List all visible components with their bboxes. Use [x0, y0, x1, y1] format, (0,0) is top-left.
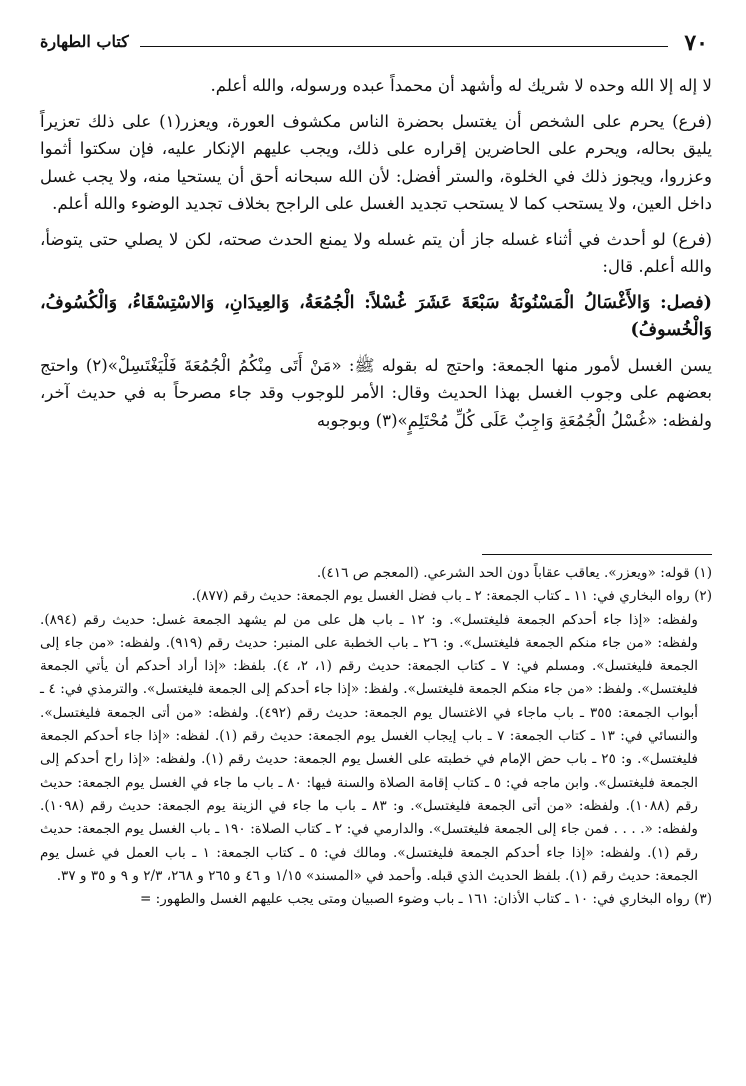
paragraph-far-nudity: (فرع) يحرم على الشخص أن يغتسل بحضرة الناس مكشوف العورة، ويعزر(١) على ذلك تعزيراً يليق بحاله، ويحرم على الحاضرين إقراره على ذلك، ويجب عليهم الإنكار عليه، فإن سكتوا أثموا وعزروا، ويجوز ذلك في الخلوة، والستر أفضل: لأن الله سبحانه أحق أن يستحيا منه، ولا يجب غسل داخل العين، ولا يستحب كما لا يستحب تجديد الغسل على الراجح بخلاف تجديد الوضوء والله أعلم. — [40, 111, 713, 213]
section-heading-fasl: (فصل: وَالأَغْسَالُ الْمَسْنُونَةُ سَبْعَةَ عَشَرَ غُسْلاً: الْجُمُعَةُ، وَالعِيدَانِ، وَالاسْتِسْقَاءُ، وَالْكُسُوفُ، وَالْخُسوفُ) — [40, 291, 712, 340]
page-number: ٧٠ — [684, 30, 708, 56]
footnote-2-body: ولفظه: «إذا جاء أحدكم الجمعة فليغتسل». و: ١٢ ـ باب هل على من لم يشهد الجمعة غسل: حديث رقم (٨٩٤). ولفظه: «من جاء منكم الجمعة فليغتسل». و: ٢٦ ـ باب الخطبة على المنبر: حديث رقم (٩١٩). ولفظه: «من جاء إلى الجمعة فليغتسل». ومسلم في: ٧ ـ كتاب الجمعة: حديث رقم (١، ٢، ٤). بلفظ: «إذا أراد أحدكم أن يأتي الجمعة فليغتسل». ولفظ: «من جاء منكم الجمعة فليغتسل». ولفظ: «إذا جاء أحدكم إلى الجمعة فليغتسل». والترمذي في: ٤ ـ أبواب الجمعة: ٣٥٥ ـ باب ماجاء في الاغتسال يوم الجمعة: حديث رقم (٤٩٢). ولفظه: «من أتى الجمعة فليغتسل». والنسائي في: ١٣ ـ كتاب الجمعة: ٧ ـ باب إيجاب الغسل يوم الجمعة: حديث رقم (١). لفظه: «إذا جاء أحدكم الجمعة فليغتسل». و: ٢٥ ـ باب حض الإمام في خطبته على الغسل يوم الجمعة: حديث رقم (١). ولفظه: «إذا راح أحدكم إلى الجمعة فليغتسل». وابن ماجه في: ٥ ـ كتاب إقامة الصلاة والسنة فيها: ٨٠ ـ باب ما جاء في الغسل يوم الجمعة: حديث رقم (١٠٨٨). ولفظه: «من أتى الجمعة فليغتسل». و: ٨٣ ـ باب ما جاء في الزينة يوم الجمعة: حديث رقم (١٠٩٨). ولفظه: «. . . . فمن جاء إلى الجمعة فليغتسل». والدارمي في: ٢ ـ كتاب الصلاة: ١٩٠ ـ باب الغسل يوم الجمعة: حديث رقم (١). ولفظه: «إذا جاء أحدكم الجمعة فليغتسل». ومالك في: ٥ ـ كتاب الجمعة: ١ ـ باب العمل في غسل يوم الجمعة: حديث رقم (١). بلفظ الحديث الذي قبله. وأحمد في «المسند» ١/١٥ و ٤٦ و ٢٦٥ و ٢٦٨، ٢/٣ و ٩ و ٣٥ و ٣٧. — [40, 611, 699, 884]
footnote-3: (٣) رواه البخاري في: ١٠ ـ كتاب الأذان: ١٦١ ـ باب وضوء الصبيان ومتى يجب عليهم الغسل والطهور: = — [139, 891, 712, 908]
footnote-2-head: (٢) رواه البخاري في: ١١ ـ كتاب الجمعة: ٢ ـ باب فضل الغسل يوم الجمعة: حديث رقم (٨٧٧). — [191, 588, 712, 605]
paragraph-shahada: لا إله إلا الله وحده لا شريك له وأشهد أن محمداً عبده ورسوله، والله أعلم. — [210, 76, 712, 95]
paragraph-jumuah: يسن الغسل لأمور منها الجمعة: واحتج له بقوله ﷺ: «مَنْ أَتَى مِنْكُمُ الْجُمُعَةَ فَلْيَغْتَسِلْ»(٢) واحتج بعضهم على وجوب الغسل بهذا الحديث وقال: الأمر للوجوب وقد جاء مصرحاً به في حديث آخر، ولفظه: «غُسْلُ الْجُمُعَةِ وَاجِبٌ عَلَى كُلِّ مُحْتَلِمٍ»(٣) وبوجوبه — [40, 355, 712, 430]
book-page — [40, 28, 712, 1058]
footnote-1: (١) قوله: «ويعزر». يعاقب عقاباً دون الحد الشرعي. (المعجم ص ٤١٦). — [316, 565, 712, 581]
running-title: كتاب الطهارة — [40, 32, 129, 51]
page-header — [40, 28, 712, 62]
footnotes — [40, 562, 712, 911]
footnote-separator — [482, 554, 712, 555]
header-rule — [140, 46, 668, 47]
paragraph-far-hadath: (فرع) لو أحدث في أثناء غسله جاز أن يتم غسله ولا يمنع الحدث صحته، لكن لا يصلي حتى يتوضأ، والله أعلم. قال: — [40, 229, 712, 276]
main-text — [40, 72, 712, 442]
